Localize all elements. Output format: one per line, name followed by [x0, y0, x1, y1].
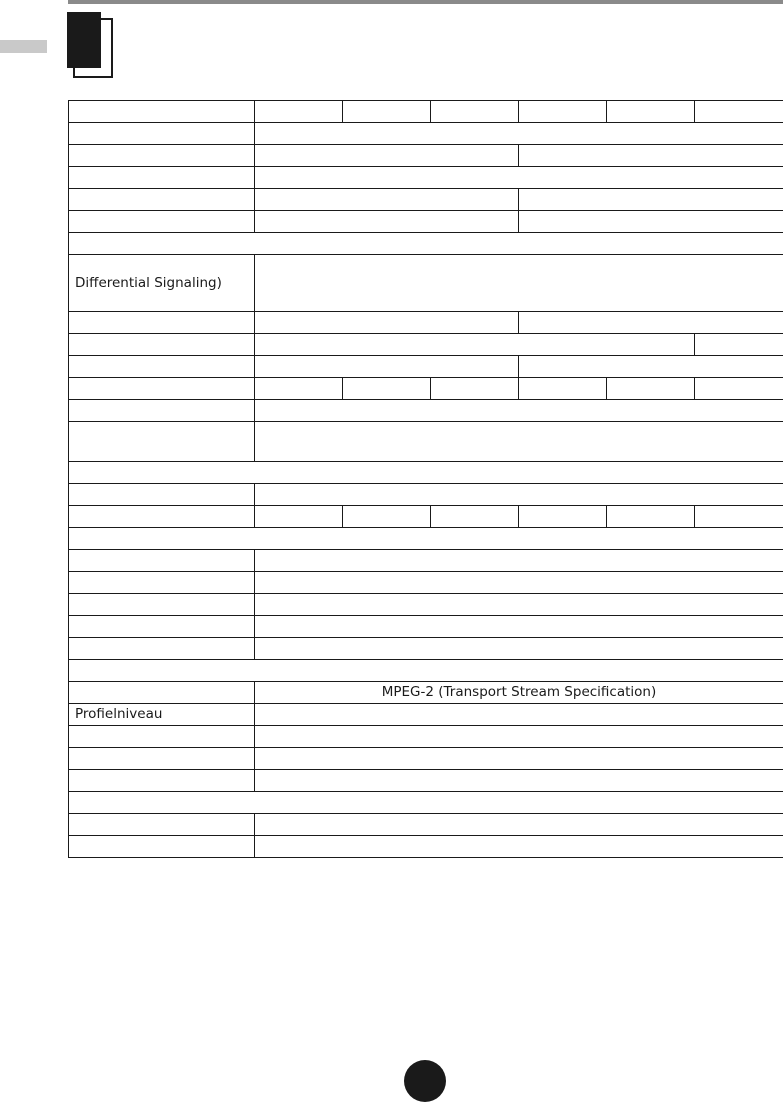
- table-cell: [69, 312, 255, 334]
- table-cell: [69, 836, 255, 858]
- page-number-badge: [404, 1060, 446, 1102]
- section-header-row: [69, 660, 783, 682]
- table-cell: [69, 422, 255, 462]
- table-cell: [69, 506, 255, 528]
- table-cell: [255, 572, 783, 594]
- table-row: [69, 748, 783, 770]
- table-cell: [255, 616, 783, 638]
- table-cell: [69, 462, 783, 484]
- table-cell: [343, 506, 431, 528]
- table-cell: [255, 484, 783, 506]
- table-row: [69, 770, 783, 792]
- table-cell: [255, 378, 343, 400]
- table-cell: [69, 334, 255, 356]
- table-row: [69, 682, 783, 704]
- table-row: [69, 638, 783, 660]
- table-cell: [69, 123, 255, 145]
- table-cell: [69, 484, 255, 506]
- table-cell: [519, 378, 607, 400]
- table-cell: [431, 378, 519, 400]
- table-cell: [255, 506, 343, 528]
- table-cell: [255, 594, 783, 616]
- table-row: [69, 422, 783, 462]
- table-cell: [69, 814, 255, 836]
- table-cell: [695, 506, 783, 528]
- table-cell: [255, 167, 783, 189]
- table-cell: [519, 189, 783, 211]
- section-side-tab: [0, 40, 47, 53]
- table-row: [69, 550, 783, 572]
- differential-signaling-label: Differential Signaling): [69, 255, 255, 312]
- table-cell: [69, 572, 255, 594]
- section-header-row: [69, 528, 783, 550]
- table-cell: [255, 638, 783, 660]
- table-cell: [255, 814, 783, 836]
- table-cell: [69, 660, 783, 682]
- table-cell: [255, 770, 783, 792]
- table-cell: [607, 378, 695, 400]
- table-row: [69, 572, 783, 594]
- table-cell: [255, 400, 783, 422]
- table-cell: [255, 422, 783, 462]
- table-row: [69, 255, 783, 312]
- table-row: [69, 189, 783, 211]
- table-row: [69, 356, 783, 378]
- table-row: [69, 616, 783, 638]
- table-cell: [519, 356, 783, 378]
- section-header-row: [69, 792, 783, 814]
- table-row: [69, 123, 783, 145]
- table-row: [69, 400, 783, 422]
- table-row: [69, 378, 783, 400]
- table-cell: [69, 211, 255, 233]
- table-cell: [695, 334, 783, 356]
- table-cell: [69, 726, 255, 748]
- table-cell: [343, 378, 431, 400]
- table-cell: [695, 378, 783, 400]
- chapter-marker: [67, 12, 101, 68]
- table-cell: [519, 506, 607, 528]
- table-cell: [519, 145, 783, 167]
- table-cell: [69, 616, 255, 638]
- table-row: [69, 334, 783, 356]
- table-cell: [607, 506, 695, 528]
- top-rule: [68, 0, 783, 4]
- table-cell: [69, 378, 255, 400]
- table-cell: [255, 255, 783, 312]
- table-row: [69, 484, 783, 506]
- table-row: [69, 101, 783, 123]
- table-row: [69, 145, 783, 167]
- table-row: [69, 594, 783, 616]
- table-cell: [519, 101, 607, 123]
- table-cell: [255, 145, 519, 167]
- section-header-row: [69, 233, 783, 255]
- table-cell: [607, 101, 695, 123]
- table-cell: [519, 312, 783, 334]
- table-row: [69, 167, 783, 189]
- table-cell: [69, 638, 255, 660]
- table-cell: [255, 312, 519, 334]
- table-cell: [69, 189, 255, 211]
- table-cell: [255, 704, 783, 726]
- table-cell: [69, 594, 255, 616]
- table-cell: [343, 101, 431, 123]
- table-row: [69, 506, 783, 528]
- table-cell: [255, 748, 783, 770]
- table-cell: [255, 101, 343, 123]
- profile-level-label: Profielniveau: [69, 704, 255, 726]
- table-cell: [69, 748, 255, 770]
- section-header-row: [69, 462, 783, 484]
- table-cell: [255, 836, 783, 858]
- table-cell: [519, 211, 783, 233]
- table-cell: [69, 145, 255, 167]
- table-row: [69, 726, 783, 748]
- table-cell: [255, 334, 695, 356]
- table-cell: [255, 356, 519, 378]
- table-cell: [695, 101, 783, 123]
- table-cell: [255, 550, 783, 572]
- table-cell: [69, 356, 255, 378]
- table-cell: [69, 528, 783, 550]
- table-row: [69, 814, 783, 836]
- table-cell: [431, 506, 519, 528]
- table-cell: [69, 400, 255, 422]
- mpeg-format-value: MPEG-2 (Transport Stream Specification): [255, 682, 783, 704]
- table-cell: [69, 770, 255, 792]
- table-row: [69, 312, 783, 334]
- table-cell: [255, 211, 519, 233]
- table-row: [69, 704, 783, 726]
- table-row: [69, 836, 783, 858]
- table-cell: [255, 123, 783, 145]
- table-cell: [69, 550, 255, 572]
- table-cell: [69, 792, 783, 814]
- table-cell: [69, 682, 255, 704]
- specifications-table: [68, 100, 783, 858]
- table-cell: [255, 189, 519, 211]
- table-cell: [255, 726, 783, 748]
- table-row: [69, 211, 783, 233]
- table-cell: [431, 101, 519, 123]
- table-cell: [69, 101, 255, 123]
- table-cell: [69, 233, 783, 255]
- table-cell: [69, 167, 255, 189]
